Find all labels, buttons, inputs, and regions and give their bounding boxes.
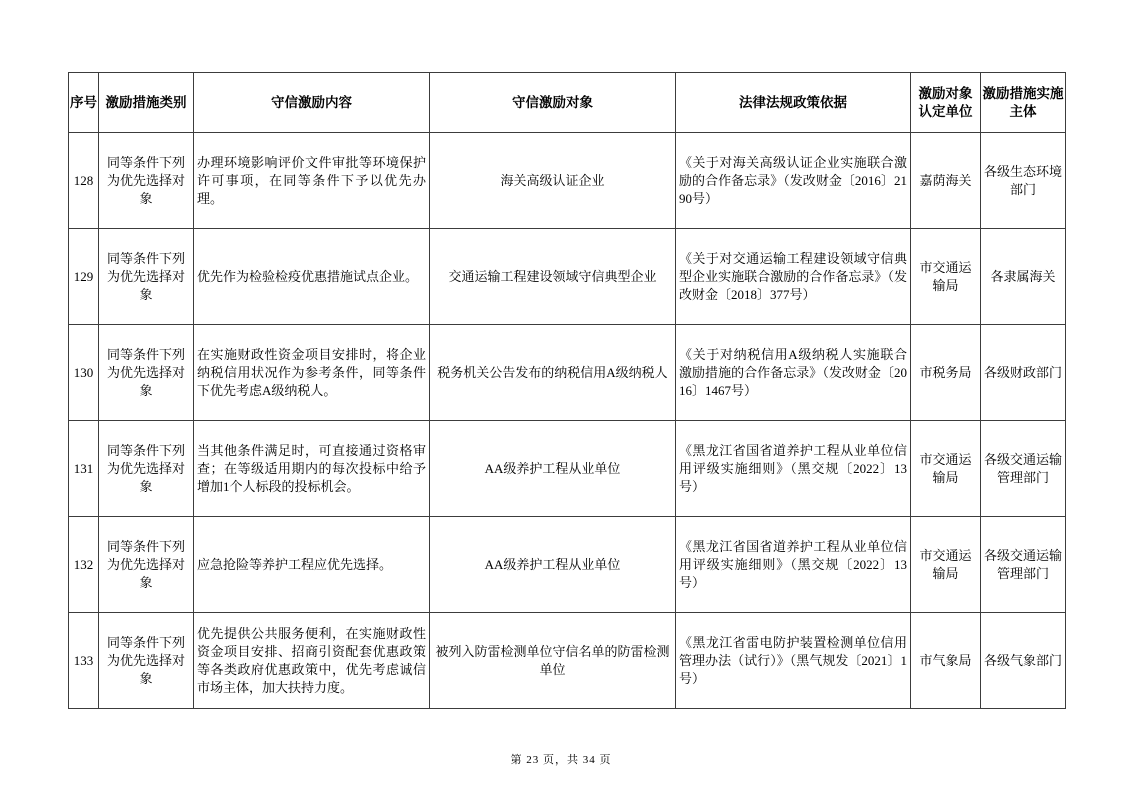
cell-implementer: 各隶属海关 xyxy=(981,229,1066,325)
cell-target: AA级养护工程从业单位 xyxy=(430,421,676,517)
cell-basis: 《黑龙江省国省道养护工程从业单位信用评级实施细则》（黑交规〔2022〕13号） xyxy=(676,517,911,613)
cell-target: 被列入防雷检测单位守信名单的防雷检测单位 xyxy=(430,613,676,709)
cell-no: 131 xyxy=(69,421,99,517)
cell-basis: 《关于对交通运输工程建设领域守信典型企业实施联合激励的合作备忘录》（发改财金〔2018〕377号） xyxy=(676,229,911,325)
column-header-target: 守信激励对象 xyxy=(430,73,676,133)
cell-basis: 《关于对纳税信用A级纳税人实施联合激励措施的合作备忘录》（发改财金〔2016〕1467号） xyxy=(676,325,911,421)
cell-implementer: 各级交通运输管理部门 xyxy=(981,421,1066,517)
cell-target: 交通运输工程建设领域守信典型企业 xyxy=(430,229,676,325)
cell-category: 同等条件下列为优先选择对象 xyxy=(99,421,194,517)
cell-determiner: 市交通运输局 xyxy=(911,517,981,613)
cell-determiner: 市交通运输局 xyxy=(911,229,981,325)
cell-no: 133 xyxy=(69,613,99,709)
cell-content: 办理环境影响评价文件审批等环境保护许可事项，在同等条件下予以优先办理。 xyxy=(194,133,430,229)
cell-determiner: 市气象局 xyxy=(911,613,981,709)
cell-basis: 《黑龙江省雷电防护装置检测单位信用管理办法（试行）》（黑气规发〔2021〕1号） xyxy=(676,613,911,709)
cell-category: 同等条件下列为优先选择对象 xyxy=(99,517,194,613)
column-header-serial: 序号 xyxy=(69,73,99,133)
column-header-implementer: 激励措施实施主体 xyxy=(981,73,1066,133)
cell-no: 129 xyxy=(69,229,99,325)
table-row xyxy=(69,613,1066,709)
cell-basis: 《黑龙江省国省道养护工程从业单位信用评级实施细则》（黑交规〔2022〕13号） xyxy=(676,421,911,517)
column-header-content: 守信激励内容 xyxy=(194,73,430,133)
header-row xyxy=(69,73,1066,133)
cell-no: 132 xyxy=(69,517,99,613)
cell-content: 在实施财政性资金项目安排时，将企业纳税信用状况作为参考条件，同等条件下优先考虑A级纳税人。 xyxy=(194,325,430,421)
table-row xyxy=(69,517,1066,613)
cell-content: 应急抢险等养护工程应优先选择。 xyxy=(194,517,430,613)
cell-target: 海关高级认证企业 xyxy=(430,133,676,229)
table-row xyxy=(69,421,1066,517)
cell-determiner: 市税务局 xyxy=(911,325,981,421)
column-header-determiner: 激励对象认定单位 xyxy=(911,73,981,133)
cell-implementer: 各级气象部门 xyxy=(981,613,1066,709)
column-header-category: 激励措施类别 xyxy=(99,73,194,133)
incentive-measures-table xyxy=(68,72,1066,709)
cell-implementer: 各级生态环境部门 xyxy=(981,133,1066,229)
cell-implementer: 各级交通运输管理部门 xyxy=(981,517,1066,613)
cell-category: 同等条件下列为优先选择对象 xyxy=(99,325,194,421)
page-number: 第 23 页，共 34 页 xyxy=(510,754,612,766)
cell-content: 优先提供公共服务便利，在实施财政性资金项目安排、招商引资配套优惠政策等各类政府优惠政策中，优先考虑诚信市场主体，加大扶持力度。 xyxy=(194,613,430,709)
cell-content: 当其他条件满足时，可直接通过资格审查；在等级适用期内的每次投标中给予增加1个人标段的投标机会。 xyxy=(194,421,430,517)
cell-no: 128 xyxy=(69,133,99,229)
table-row xyxy=(69,325,1066,421)
cell-target: AA级养护工程从业单位 xyxy=(430,517,676,613)
cell-implementer: 各级财政部门 xyxy=(981,325,1066,421)
cell-category: 同等条件下列为优先选择对象 xyxy=(99,613,194,709)
column-header-basis: 法律法规政策依据 xyxy=(676,73,911,133)
cell-no: 130 xyxy=(69,325,99,421)
cell-basis: 《关于对海关高级认证企业实施联合激励的合作备忘录》（发改财金〔2016〕2190号） xyxy=(676,133,911,229)
table-row xyxy=(69,229,1066,325)
table-row xyxy=(69,133,1066,229)
cell-category: 同等条件下列为优先选择对象 xyxy=(99,133,194,229)
cell-content: 优先作为检验检疫优惠措施试点企业。 xyxy=(194,229,430,325)
cell-determiner: 市交通运输局 xyxy=(911,421,981,517)
cell-category: 同等条件下列为优先选择对象 xyxy=(99,229,194,325)
cell-determiner: 嘉荫海关 xyxy=(911,133,981,229)
cell-target: 税务机关公告发布的纳税信用A级纳税人 xyxy=(430,325,676,421)
